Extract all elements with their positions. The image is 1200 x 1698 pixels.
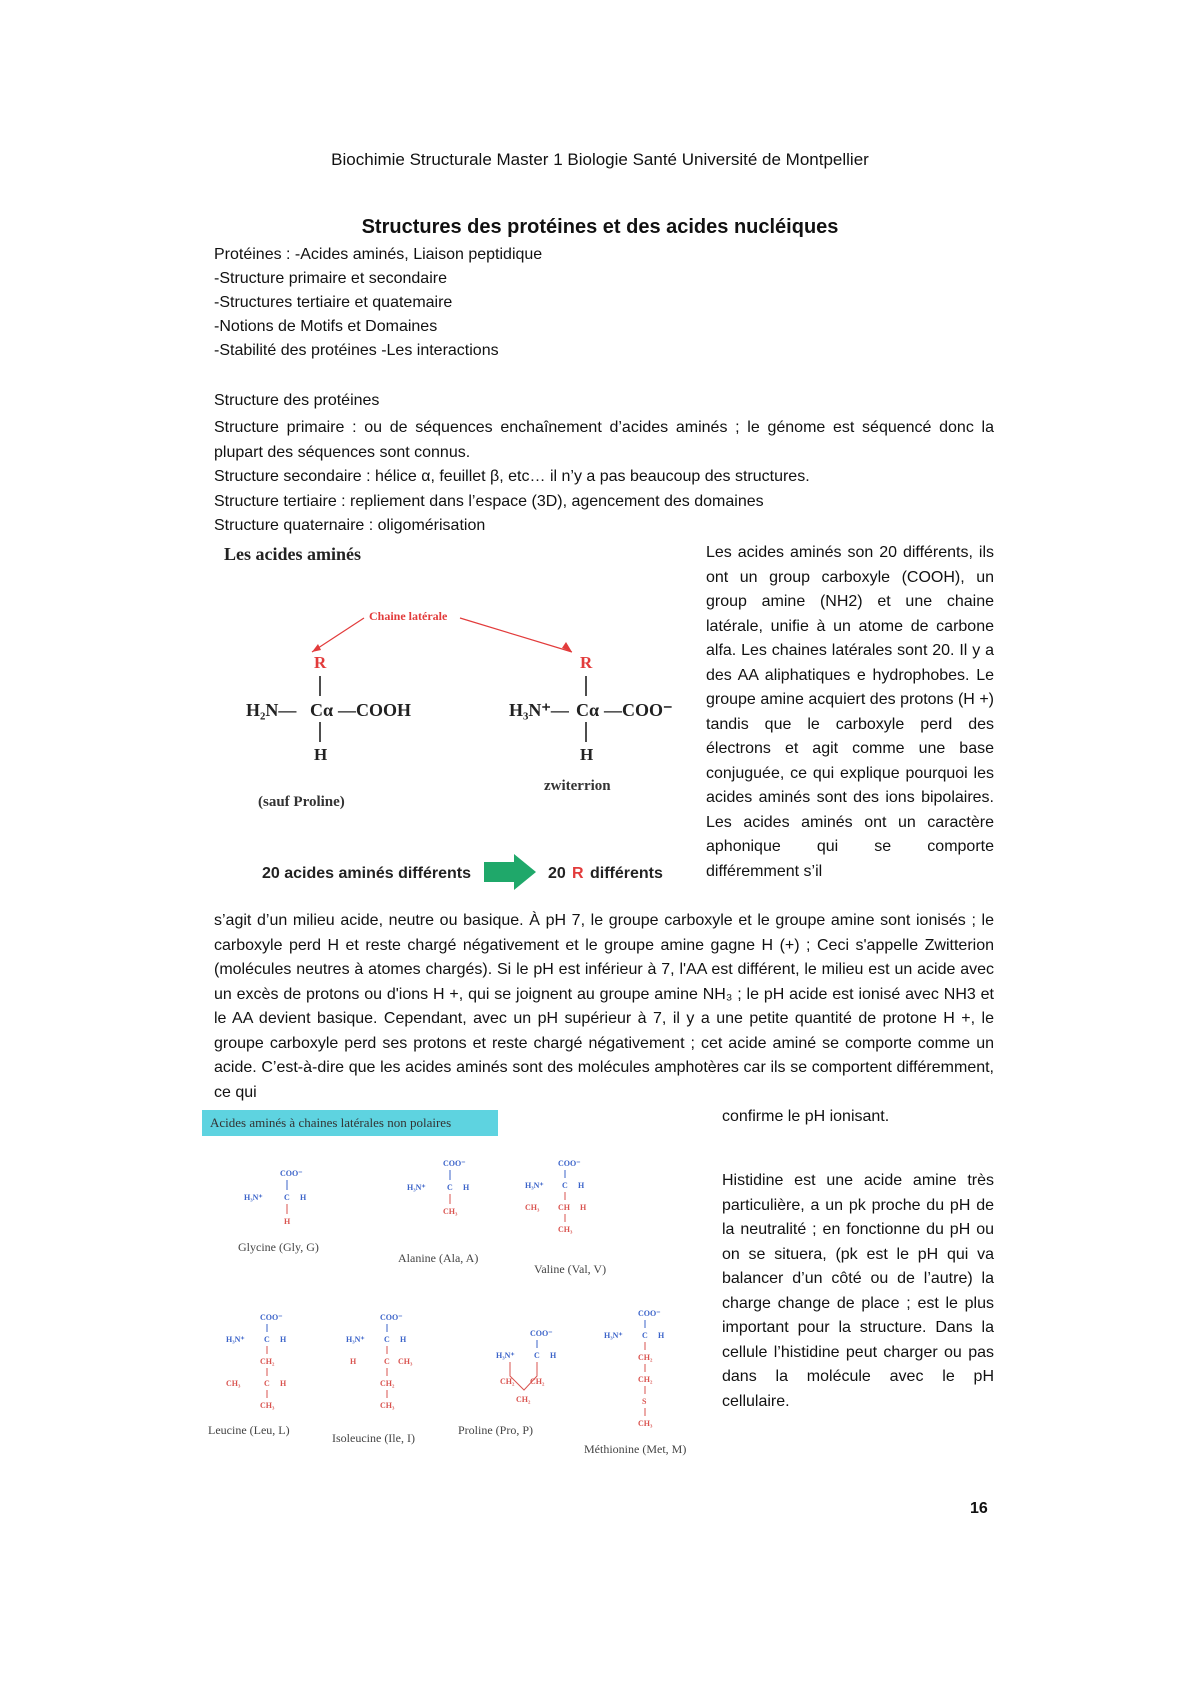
methionine-structure — [604, 1309, 665, 1428]
methyl: CH₃ — [226, 1379, 241, 1388]
hydrogen: H — [280, 1379, 287, 1388]
bottom-label-count: 20 — [548, 865, 566, 882]
carbon: C — [562, 1181, 568, 1190]
hydrogen: H — [550, 1351, 557, 1360]
side-chain-arrow-left — [312, 618, 364, 652]
amino-acid-name: Glycine (Gly, G) — [238, 1240, 319, 1254]
methyl: CH₃ — [398, 1357, 413, 1366]
hydrogen: H — [400, 1335, 407, 1344]
carbon: C — [284, 1193, 290, 1202]
side-chain-arrow-right — [460, 618, 572, 652]
hydrogen: H — [314, 745, 328, 764]
hydrogen: H — [463, 1183, 470, 1192]
methylene: CH₂ — [260, 1357, 275, 1366]
carbon: C — [447, 1183, 453, 1192]
page-header: Biochimie Structurale Master 1 Biologie Santé Université de Montpellier — [331, 150, 869, 169]
bottom-label-r: R — [572, 865, 584, 882]
paragraph-amino-acids-side: Les acides aminés son 20 différents, ils ont un group carboxyle (COOH), un group amine (NH2) et une chaine latérale, unifie à un atome de carbone alfa. Les chaines latérales sont 20. Il y a des AA aliphatiques e hydrophobes. Le groupe amine acquiert des protons (H +) tandis que le carboxyle perd des électrons et agit comme une base conjuguée, ce qui explique pourquoi les acides aminés sont des ions bipolaires. Les acides aminés ont un caractère aphonique qui se comporte différemment s’il — [706, 544, 994, 880]
methine: CH — [558, 1203, 570, 1212]
amine: H₃N⁺ — [226, 1335, 245, 1344]
carbon: C — [264, 1379, 270, 1388]
nonpolar-amino-acids-figure — [200, 1150, 720, 1470]
hydrogen: H — [578, 1181, 585, 1190]
amino-acid-name: Alanine (Ala, A) — [398, 1251, 479, 1265]
figure-banner — [202, 1110, 498, 1136]
r-group: R — [580, 653, 593, 672]
page-title: Structures des protéines et des acides nucléiques — [361, 216, 839, 238]
valine-structure — [525, 1159, 587, 1234]
structure-tertiary: Structure tertiaire : repliement dans l’espace (3D), agencement des domaines — [214, 492, 764, 510]
figure-title: Les acides aminés — [224, 544, 361, 564]
methyl: CH₃ — [443, 1207, 458, 1216]
amine: H₃N⁺ — [346, 1335, 365, 1344]
alanine-structure — [407, 1159, 470, 1216]
hydrogen: H — [658, 1331, 665, 1340]
structure-list — [214, 416, 994, 539]
outline-item: -Structure primaire et secondaire — [214, 270, 447, 287]
carbon: C — [534, 1351, 540, 1360]
amino-acid-name: Méthionine (Met, M) — [584, 1442, 687, 1456]
c-alpha: Cα — [576, 700, 600, 720]
section-heading: Structure des protéines — [214, 392, 380, 409]
carboxylate: COO⁻ — [380, 1313, 403, 1322]
amino-acid-name: Isoleucine (Ile, I) — [332, 1431, 415, 1445]
methyl: CH₃ — [380, 1401, 395, 1410]
carboxylate: COO⁻ — [260, 1313, 283, 1322]
green-arrow-icon — [484, 854, 536, 890]
carbon: C — [264, 1335, 270, 1344]
carboxylate: COO⁻ — [280, 1169, 303, 1178]
methylene: CH₂ — [516, 1395, 531, 1404]
methylene: CH₂ — [380, 1379, 395, 1388]
hydrogen: H — [300, 1193, 307, 1202]
amino-acid-name: Valine (Val, V) — [534, 1262, 607, 1276]
outline-item: -Stabilité des protéines -Les interactions — [214, 342, 499, 359]
structure-quaternary: Structure quaternaire : oligomérisation — [214, 517, 486, 534]
structure-primary: Structure primaire : ou de séquences enchaînement d’acides aminés ; le génome est séquencé donc la plupart des séquences sont connus. — [214, 419, 994, 461]
carboxylate: COO⁻ — [558, 1159, 581, 1168]
proline-structure — [496, 1329, 557, 1404]
c-alpha: Cα — [310, 700, 334, 720]
hydrogen: H — [280, 1335, 287, 1344]
carbon: C — [384, 1335, 390, 1344]
methyl: CH₃ — [558, 1225, 573, 1234]
isoleucine-structure — [346, 1313, 413, 1410]
hydrogen: H — [284, 1217, 291, 1226]
formula-left-amine: H₂N— — [246, 700, 297, 720]
methylene: CH₂ — [638, 1353, 653, 1362]
sulfur: S — [642, 1397, 647, 1406]
glycine-structure — [244, 1169, 307, 1226]
outline-item: Protéines : -Acides aminés, Liaison peptidique — [214, 246, 543, 263]
methyl: CH₃ — [525, 1203, 540, 1212]
amino-acid-name: Proline (Pro, P) — [458, 1423, 533, 1437]
paragraph-amino-acids-end: confirme le pH ionisant. — [722, 1108, 890, 1125]
amine: H₃N⁺ — [407, 1183, 426, 1192]
hydrogen: H — [580, 745, 594, 764]
outline-item: -Structures tertiaire et quatemaire — [214, 294, 453, 311]
note-sauf-proline: (sauf Proline) — [258, 794, 345, 810]
formula-right-carboxylate: —COO⁻ — [604, 700, 673, 720]
structure-secondary: Structure secondaire : hélice α, feuillet β, etc… il n’y a pas beaucoup des structures. — [214, 468, 810, 485]
carboxylate: COO⁻ — [530, 1329, 553, 1338]
paragraph-histidine: Histidine est une acide amine très particulière, a un pk proche du pH de la neutralité ; en fonctionne du pH ou on se situera, (pk est le pH qui va balancer d’un côté ou de l’autre) la charge change de place ; est le plus important pour la structure. Dans la cellule l’histidine peut charger ou pas dans la molécule avec le pH cellulaire. — [722, 1172, 994, 1410]
note-zwiterrion: zwiterrion — [544, 778, 611, 794]
r-group: R — [314, 653, 327, 672]
arrowhead-icon — [312, 644, 321, 652]
carboxylate: COO⁻ — [443, 1159, 466, 1168]
paragraph-amino-acids-full: s’agit d’un milieu acide, neutre ou basique. À pH 7, le groupe carboxyle et le groupe amine sont ionisés ; le carboxyle perd H et reste chargé négativement et le groupe amine gagne H (+) ; Ceci s'appelle Zwitterion (molécules neutres à atomes chargés). Si le pH est inférieur à 7, l'AA est différent, le milieu est un acide avec un excès de protons ou d'ions H +, qui se joignent au groupe amine NH₃ ; le pH acide est ionisé avec NH3 et le AA devient basique. Cependant, avec un pH supérieur à 7, il y a une petite quantité de protone H +, le groupe carboxyle perd ses protons et reste chargé négativement ; cet acide aminé se comporte comme un acide. C’est-à-dire que les acides aminés sont des molécules amphotères car ils se comportent différemment, ce qui — [214, 912, 994, 1101]
leucine-structure — [226, 1313, 287, 1410]
hydrogen: H — [580, 1203, 587, 1212]
outline-item: -Notions de Motifs et Domaines — [214, 318, 438, 335]
carbon: C — [642, 1331, 648, 1340]
formula-right-amine: H₃N⁺— — [509, 700, 569, 720]
amine: H₃N⁺ — [525, 1181, 544, 1190]
methylene: CH₂ — [638, 1375, 653, 1384]
amine: H₃N⁺ — [604, 1331, 623, 1340]
bottom-label-left: 20 acides aminés différents — [262, 865, 471, 882]
figure-banner-text: Acides aminés à chaines latérales non polaires — [210, 1115, 452, 1130]
methylene: CH₂ — [500, 1377, 515, 1386]
methyl: CH₃ — [260, 1401, 275, 1410]
bottom-label-right: différents — [590, 865, 663, 882]
carbon: C — [384, 1357, 390, 1366]
page-number: 16 — [970, 1500, 988, 1517]
side-chain-label: Chaine latérale — [369, 609, 448, 623]
amine: H₃N⁺ — [244, 1193, 263, 1202]
formula-left-carboxyl: —COOH — [338, 700, 412, 720]
carboxylate: COO⁻ — [638, 1309, 661, 1318]
amino-acid-structure-figure — [214, 540, 694, 900]
methyl: CH₃ — [638, 1419, 653, 1428]
amino-acid-name: Leucine (Leu, L) — [208, 1423, 290, 1437]
amine: H₃N⁺ — [496, 1351, 515, 1360]
hydrogen: H — [350, 1357, 357, 1366]
methylene: CH₂ — [530, 1377, 545, 1386]
